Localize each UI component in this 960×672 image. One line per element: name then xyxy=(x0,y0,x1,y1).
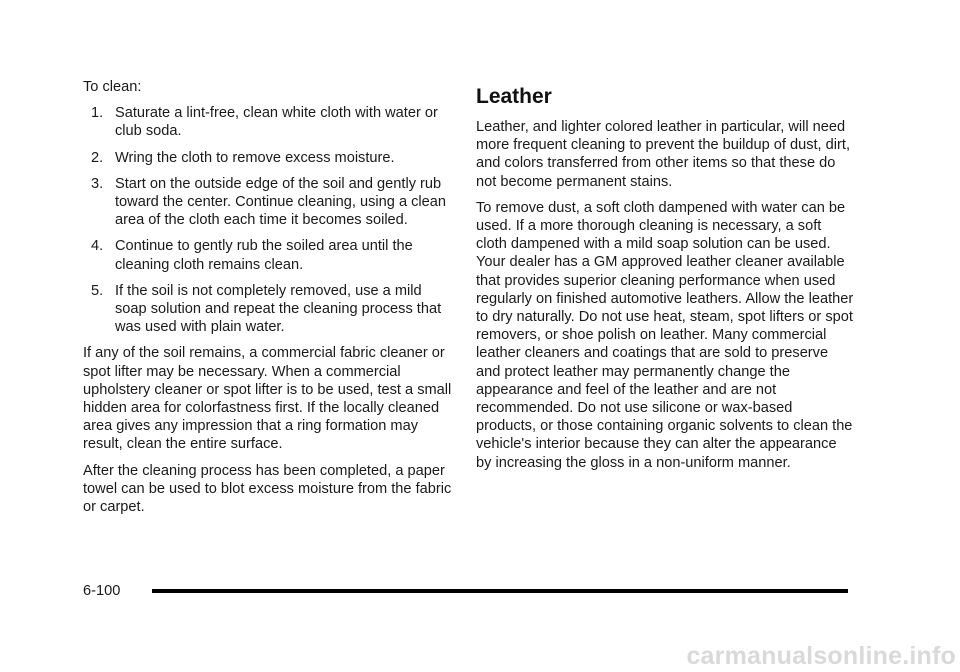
cleaning-steps-list xyxy=(83,104,453,336)
cleaning-step-1 xyxy=(83,104,453,140)
step-number: 2. xyxy=(91,149,104,166)
cleaning-step-2 xyxy=(83,149,453,167)
section-heading-leather: Leather xyxy=(476,85,552,108)
cleaning-step-3 xyxy=(83,175,453,230)
step-text: Saturate a lint-free, clean white cloth with water or club soda. xyxy=(115,105,438,140)
right-column xyxy=(476,78,856,480)
step-number: 5. xyxy=(91,282,104,299)
step-text: Wring the cloth to remove excess moisture. xyxy=(115,149,395,166)
left-column xyxy=(83,78,453,524)
cleaning-step-5 xyxy=(83,282,453,337)
cleaning-intro: To clean: xyxy=(83,79,142,95)
step-text: Continue to gently rub the soiled area until the cleaning cloth remains clean. xyxy=(115,238,413,273)
leather-cleaning-paragraph: To remove dust, a soft cloth dampened with water can be used. If a more thorough cleaning is necessary, a soft cloth dampened with a mild soap solution can be used. Your dealer has a GM approved leather cleaner available that provides superior cleaning performance when used regularly on finished automotive leathers. Allow the leather to dry naturally. Do not use heat, steam, spot lifters or spot removers, or shoe polish on leather. Many commercial leather cleaners and coatings that are sold to preserve and protect leather may permanently change the appearance and feel of the leather and are not recommended. Do not use silicone or wax-based products, or those containing organic solvents to clean the vehicle's interior because they can alter the appearance by increasing the gloss in a non-uniform manner. xyxy=(476,199,854,471)
leather-intro-paragraph: Leather, and lighter colored leather in particular, will need more frequent cleaning to prevent the buildup of dust, dirt, and colors transferred from other items so that these do not become permanent stains. xyxy=(476,119,850,190)
step-number: 1. xyxy=(91,105,104,122)
paper-towel-paragraph: After the cleaning process has been completed, a paper towel can be used to blot excess moisture from the fabric or carpet. xyxy=(83,462,452,516)
commercial-cleaner-paragraph: If any of the soil remains, a commercial fabric cleaner or spot lifter may be necessary. When a commercial upholstery cleaner or spot lifter is to be used, test a small hidden area for colorfastness first. If the locally cleaned area gives any impression that a ring formation may result, clean the entire surface. xyxy=(83,345,452,453)
cleaning-step-4 xyxy=(83,237,453,273)
step-text: Start on the outside edge of the soil and gently rub toward the center. Continue cleaning, using a clean area of the cloth each time it becomes soiled. xyxy=(115,175,447,229)
step-number: 3. xyxy=(91,175,104,192)
step-text: If the soil is not completely removed, use a mild soap solution and repeat the cleaning process that was used with plain water. xyxy=(115,282,442,336)
watermark-link[interactable]: carmanualsonline.info xyxy=(686,641,956,670)
footer-rule xyxy=(152,589,848,593)
step-number: 4. xyxy=(91,238,104,255)
page-number: 6-100 xyxy=(83,583,121,599)
